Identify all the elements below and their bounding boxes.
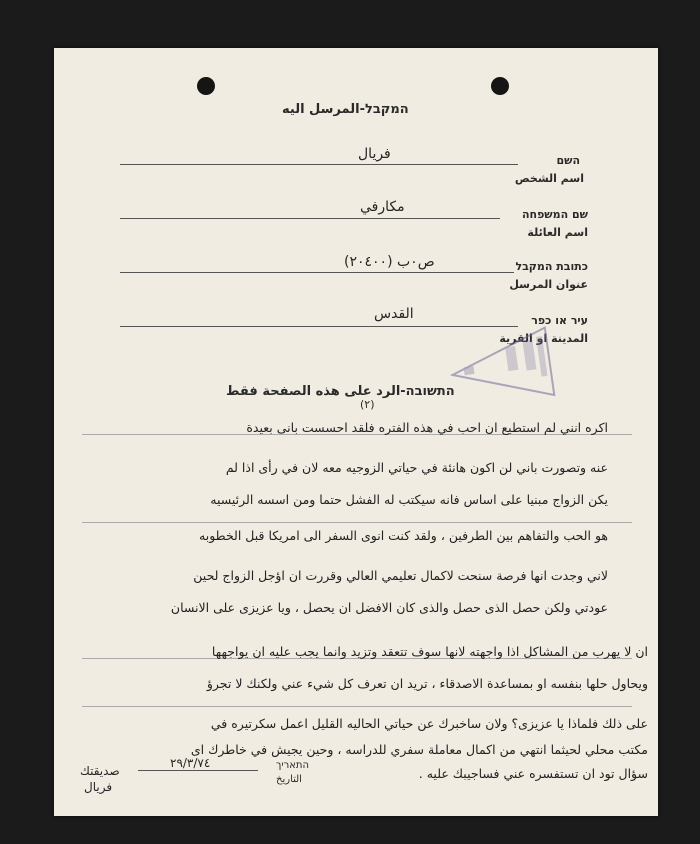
ruled-line [82, 522, 632, 523]
letter-line-10: مكتب محلي لحيثما انتهي من اكمال معاملة سفري للدراسه ، وحين يجيش في خاطرك اى [190, 742, 648, 757]
punch-hole-left [197, 77, 215, 95]
letter-line-7: ان لا يهرب من المشاكل اذا واجهته لانها سوف تتعقد وتزيد وانما يجب عليه ان يواجهها [211, 644, 648, 659]
punch-hole-right [491, 77, 509, 95]
letter-line-8: ويحاول حلها بنفسه او بمساعدة الاصدقاء ، تريد ان تعرف كل شيء عني ولكنك لا تجرؤ [206, 676, 648, 691]
address-label-he: כתובת המקבל [515, 260, 588, 273]
date-value: ٢٩/٣/٧٤ [170, 756, 211, 770]
first-name-value: فريال [358, 146, 391, 162]
reply-header: התשובה-الرد على هذه الصفحة فقط [226, 384, 455, 399]
first-name-label-he: השם [556, 154, 580, 167]
city-value: القدس [374, 306, 414, 322]
city-label-he: עיר או כפר [531, 314, 588, 327]
date-label-he: התאריך [276, 760, 310, 771]
family-name-value: مكارفي [360, 199, 405, 215]
city-label-ar: المدينة او القرية [499, 332, 588, 345]
signature-label: صديقتك [80, 764, 120, 778]
letter-line-1: اكره انني لم استطيع ان احب في هذه الفتره فلقد احسست بانى بعيدة [246, 420, 608, 435]
letter-line-2: عنه وتصورت باني لن اكون هانئة في حياتي الزوجيه معه لان في رأى اذا لم [225, 460, 608, 475]
letter-form-sheet [54, 48, 658, 816]
family-label-he: שם המשפחה [521, 208, 588, 221]
first-name-line [120, 164, 518, 165]
city-line [120, 326, 518, 327]
reply-number: (٢) [360, 398, 375, 411]
date-line [138, 770, 258, 771]
letter-line-9: على ذلك فلماذا يا عزيزى؟ ولان ساخبرك عن حياتي الحاليه القليل اعمل سكرتيره في [210, 716, 648, 731]
signature-name: فريال [84, 780, 113, 794]
address-label-ar: عنوان المرسل [509, 278, 588, 291]
family-name-line [120, 218, 500, 219]
family-label-ar: اسم العائلة [527, 226, 588, 239]
letter-line-6: عودتي ولكن حصل الذى حصل والذى كان الافضل ان يحصل ، ويا عزيزى على الانسان [170, 600, 608, 615]
form-header: המקבל-المرسل اليه [282, 102, 409, 117]
stamp-triangle-icon [445, 323, 559, 413]
date-label-ar: التاريخ [276, 774, 302, 785]
ink-stamp [445, 323, 559, 413]
first-name-label-ar: اسم الشخص [514, 172, 584, 185]
address-value: ص٠ب (٢٠٤٠٠) [344, 254, 435, 270]
letter-line-3: يكن الزواج مبنيا على اساس فانه سيكتب له الفشل حتما ومن اسسه الرئيسيه [210, 492, 608, 507]
letter-line-4: هو الحب والتفاهم بين الطرفين ، ولقد كنت انوى السفر الى امريكا قبل الخطوبه [199, 528, 608, 543]
ruled-line [82, 706, 632, 707]
letter-line-5: لاني وجدت انها فرصة سنحت لاكمال تعليمي العالي وقررت ان اؤجل الزواج لحين [193, 568, 608, 583]
letter-line-11: سؤال تود ان تستفسره عني فساجيبك عليه . [418, 766, 648, 781]
address-line [120, 272, 514, 273]
